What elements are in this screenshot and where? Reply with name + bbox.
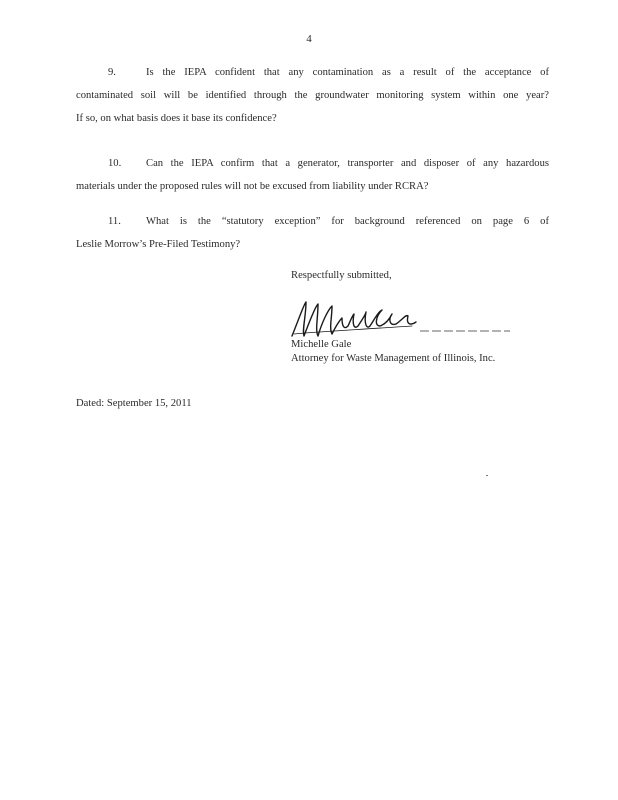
closing-salutation: Respectfully submitted,	[291, 270, 392, 281]
question-text-line: If so, on what basis does it base its confidence?	[76, 113, 277, 124]
question-10	[76, 152, 549, 198]
question-text-line: What is the “statutory exception” for background referenced on page 6 of	[146, 216, 549, 227]
question-text-line: materials under the proposed rules will not be excused from liability under RCRA?	[76, 181, 429, 192]
question-number: 9.	[108, 67, 116, 78]
scan-speck	[486, 475, 488, 476]
question-9	[76, 61, 549, 130]
dated-line: Dated: September 15, 2011	[76, 398, 192, 409]
question-text-line: Can the IEPA confirm that a generator, transporter and disposer of any hazardous	[146, 158, 549, 169]
question-number: 11.	[108, 216, 121, 227]
signatory-title: Attorney for Waste Management of Illinois, Inc.	[291, 353, 496, 364]
page-number: 4	[306, 33, 312, 45]
signatory-name: Michelle Gale	[291, 339, 352, 350]
question-text-line: Leslie Morrow’s Pre-Filed Testimony?	[76, 239, 241, 250]
question-text-line: contaminated soil will be identified through the groundwater monitoring system within one year?	[76, 90, 549, 101]
question-text-line: Is the IEPA confident that any contamination as a result of the acceptance of	[146, 67, 549, 78]
question-number: 10.	[108, 158, 122, 169]
question-11	[76, 210, 549, 256]
